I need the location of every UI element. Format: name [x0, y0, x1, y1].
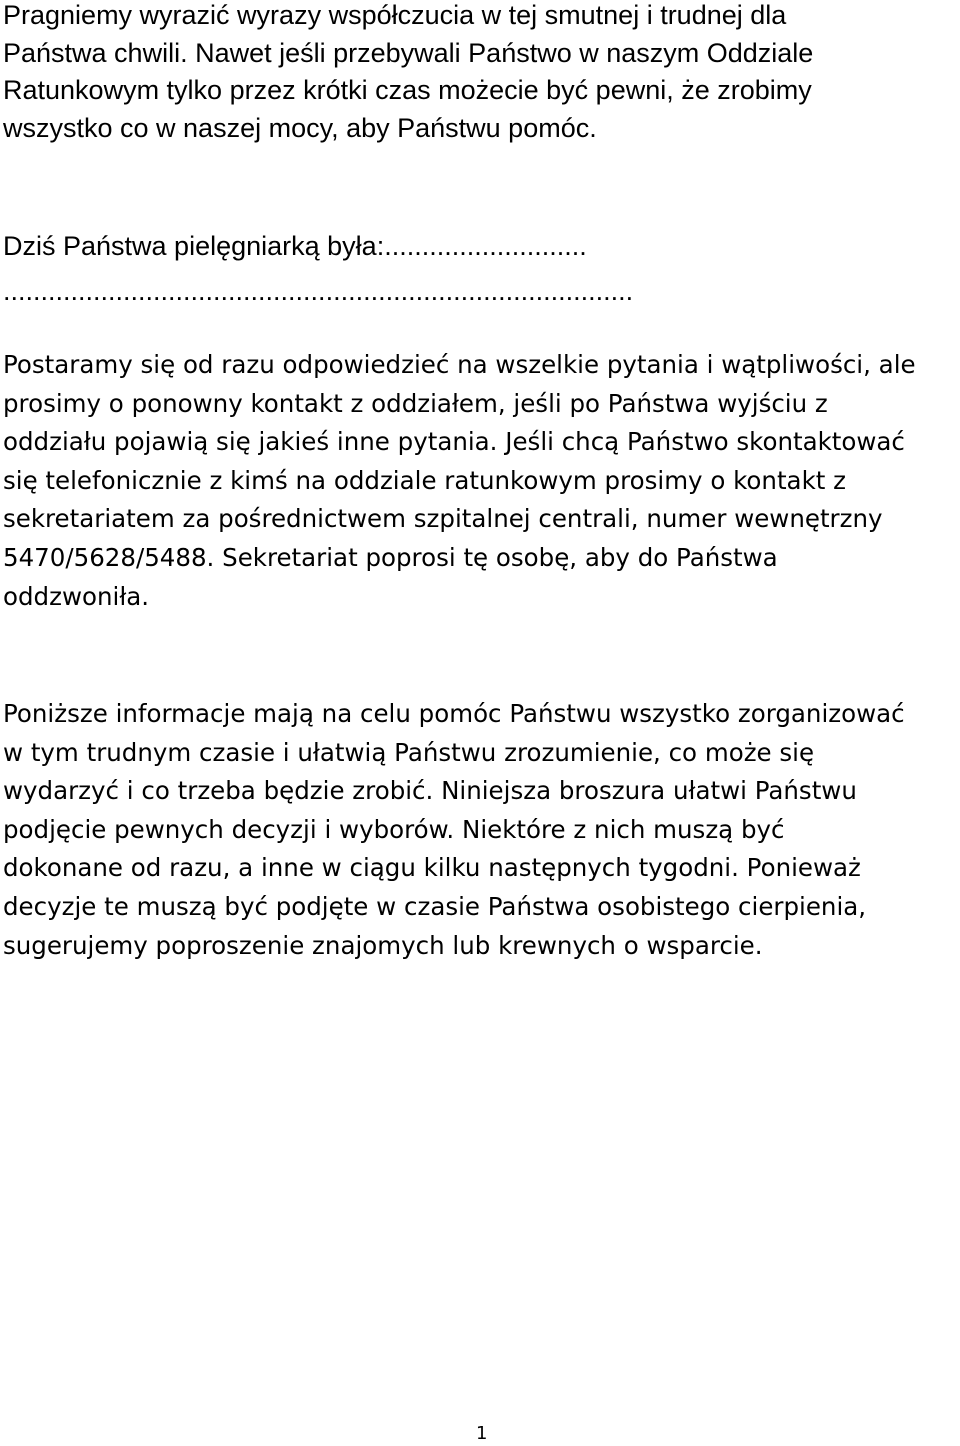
info-line-5: dokonane od razu, a inne w ciągu kilku następnych tygodni. Ponieważ: [3, 853, 861, 883]
nurse-dotted-blank: ...........................: [384, 231, 587, 261]
nurse-label: Dziś Państwa pielęgniarką była:: [3, 231, 385, 261]
contact-line-1: Postaramy się od razu odpowiedzieć na wszelkie pytania i wątpliwości, ale: [3, 350, 916, 379]
contact-paragraph: [3, 346, 958, 616]
contact-line-4: się telefonicznie z kimś na oddziale ratunkowym prosimy o kontakt z: [3, 465, 847, 495]
intro-line-2: Państwa chwili. Nawet jeśli przebywali Państwo w naszym Oddziale: [3, 37, 814, 68]
info-line-1: Poniższe informacje mają na celu pomóc Państwu wszystko zorganizować: [3, 699, 905, 728]
info-line-6: decyzje te muszą być podjęte w czasie Państwa osobistego cierpienia,: [3, 891, 867, 921]
contact-line-2: prosimy o ponowny kontakt z oddziałem, jeśli po Państwa wyjściu z: [3, 388, 828, 418]
intro-line-3: Ratunkowym tylko przez krótki czas możecie być pewni, że zrobimy: [3, 75, 812, 105]
nurse-dotted-blank-line: ....................................................................................: [3, 276, 634, 306]
info-line-7: sugerujemy poproszenie znajomych lub krewnych o wsparcie.: [3, 930, 763, 960]
intro-line-4: wszystko co w naszej mocy, aby Państwu pomóc.: [3, 112, 597, 143]
contact-line-6: 5470/5628/5488. Sekretariat poprosi tę osobę, aby do Państwa: [3, 542, 778, 572]
contact-line-3: oddziału pojawią się jakieś inne pytania. Jeśli chcą Państwo skontaktować: [3, 427, 905, 457]
page-number: 1: [476, 1423, 488, 1444]
intro-paragraph: [3, 0, 958, 147]
info-paragraph: [3, 695, 958, 965]
contact-line-7: oddzwoniła.: [3, 581, 150, 611]
nurse-name-field: [3, 228, 587, 266]
info-line-2: w tym trudnym czasie i ułatwią Państwu zrozumienie, co może się: [3, 737, 815, 767]
info-line-4: podjęcie pewnych decyzji i wyborów. Niektóre z nich muszą być: [3, 814, 785, 844]
intro-line-1: Pragniemy wyrazić wyrazy współczucia w tej smutnej i trudnej dla: [3, 0, 787, 30]
contact-line-5: sekretariatem za pośrednictwem szpitalnej centrali, numer wewnętrzny: [3, 504, 883, 534]
info-line-3: wydarzyć i co trzeba będzie zrobić. Niniejsza broszura ułatwi Państwu: [3, 776, 857, 806]
